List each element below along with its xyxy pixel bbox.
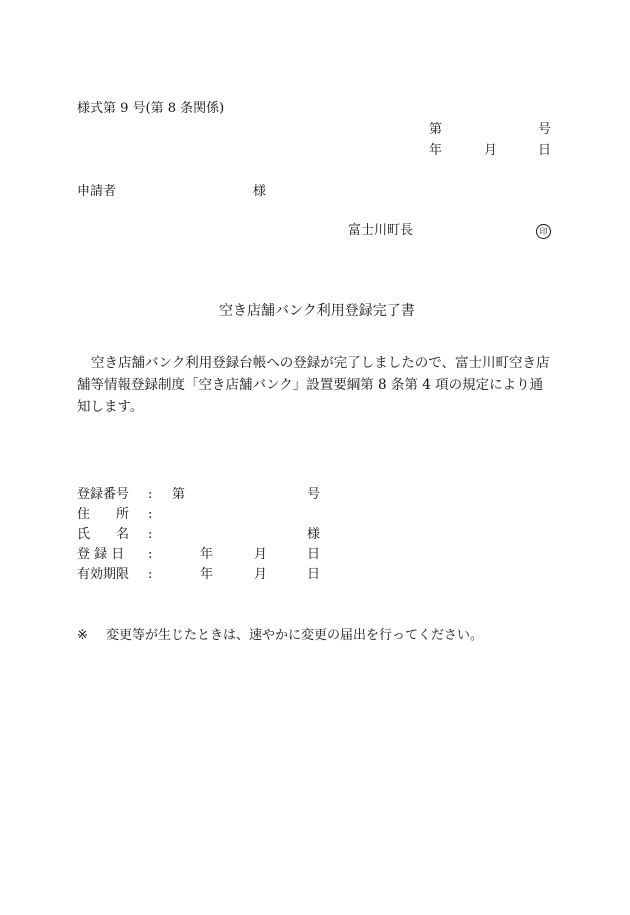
valid-until-label: 有効期限: [77, 567, 130, 582]
body-text: 空き店舗バンク利用登録台帳への登録が完了しましたので、富士川町空き店舗等情報登録制度「空き店舗バンク」設置要綱第 8 条第 4 項の規定により通知します。: [77, 355, 550, 415]
registration-number-suffix: 号: [307, 487, 321, 502]
issuer-name: 富士川町長: [348, 223, 414, 238]
name-label: 氏 名: [77, 527, 130, 542]
registration-number-label: 登録番号: [77, 487, 130, 502]
document-number-suffix: 号: [538, 122, 552, 137]
applicant-label: 申請者: [77, 184, 117, 199]
valid-until-colon: :: [148, 567, 153, 582]
body-paragraph: [77, 352, 551, 418]
issue-date-day: 日: [538, 143, 552, 158]
valid-until-year: 年: [200, 567, 214, 582]
registration-date-colon: :: [148, 547, 153, 562]
applicant-honorific: 様: [253, 184, 267, 199]
note-text: 変更等が生じたときは、速やかに変更の届出を行ってください。: [106, 628, 484, 643]
name-colon: :: [148, 527, 153, 542]
registration-date-year: 年: [200, 547, 214, 562]
valid-until-day: 日: [307, 567, 321, 582]
form-number-label: 様式第 9 号(第 8 条関係): [77, 101, 225, 116]
seal-icon: 印: [536, 224, 551, 239]
registration-number-prefix: 第: [172, 487, 186, 502]
issue-date-year: 年: [429, 143, 443, 158]
registration-date-month: 月: [254, 547, 268, 562]
valid-until-month: 月: [254, 567, 268, 582]
registration-date-day: 日: [307, 547, 321, 562]
note-mark: ※: [77, 628, 88, 643]
document-title: 空き店舗バンク利用登録完了書: [219, 303, 415, 319]
name-honorific: 様: [307, 527, 321, 542]
issue-date-month: 月: [484, 143, 498, 158]
registration-date-label: 登 録 日: [77, 547, 125, 562]
registration-number-colon: :: [148, 487, 153, 502]
address-colon: :: [148, 507, 153, 522]
address-label: 住 所: [77, 507, 130, 522]
seal-mark: [536, 223, 551, 239]
document-number-prefix: 第: [429, 122, 443, 137]
